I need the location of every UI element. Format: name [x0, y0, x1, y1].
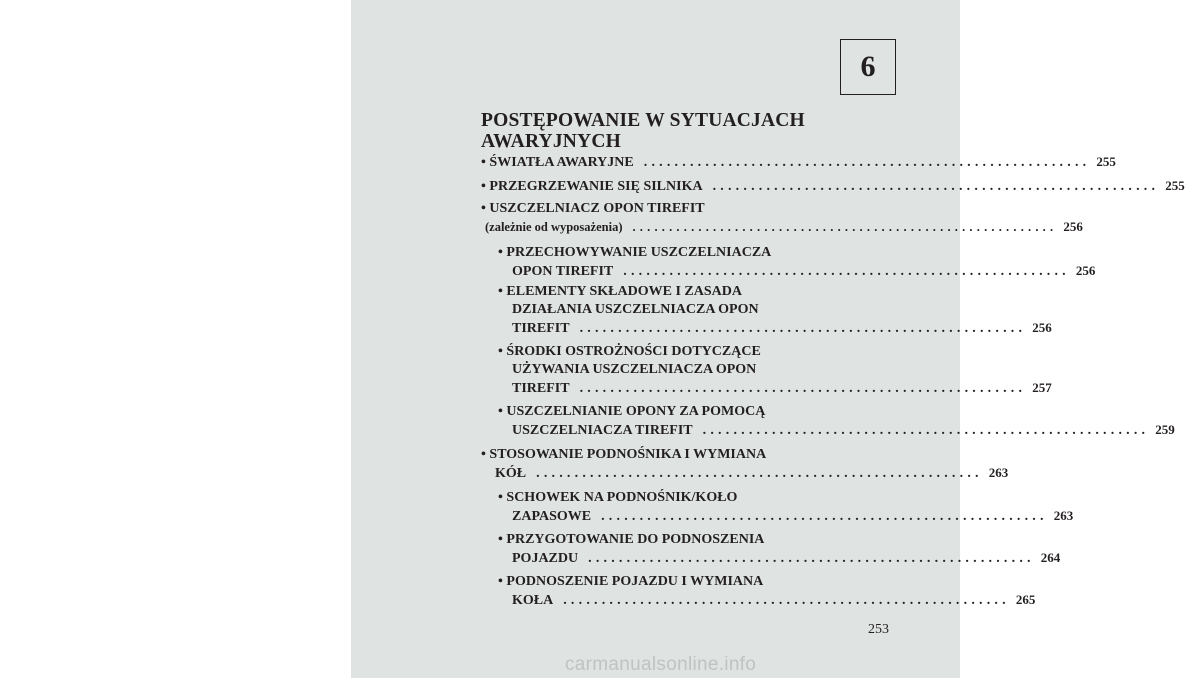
- toc-entry-text: USZCZELNIACZA TIREFIT: [512, 423, 693, 438]
- toc-page-number: 259: [1155, 422, 1175, 437]
- toc-entry-tirefit-precautions[interactable]: [498, 343, 1052, 398]
- toc-entry-text: • USZCZELNIANIE OPONY ZA POMOCĄ: [498, 404, 766, 419]
- toc-entry-line: [498, 591, 1036, 610]
- toc-entry-text: • PRZECHOWYWANIE USZCZELNIACZA: [498, 245, 772, 260]
- toc-entry-text: • ŚRODKI OSTROŻNOŚCI DOTYCZĄCE: [498, 344, 761, 359]
- toc-entry-text: DZIAŁANIA USZCZELNIACZA OPON: [512, 302, 759, 317]
- toc-entry-jacking-wheel-change[interactable]: [481, 446, 1009, 483]
- toc-entry-line: [481, 177, 1185, 196]
- chapter-number-box: [840, 39, 896, 95]
- toc-entry-line: [481, 464, 1009, 483]
- toc-entry-tirefit-sealant[interactable]: [481, 200, 1083, 236]
- toc-page-number: 257: [1032, 380, 1052, 395]
- toc-entry-text: • PODNOSZENIE POJAZDU I WYMIANA: [498, 574, 764, 589]
- toc-leader-dots: ..........................................................: [579, 321, 1027, 336]
- toc-page-number: 265: [1015, 592, 1036, 607]
- toc-leader-dots: ..........................................................: [712, 179, 1160, 194]
- toc-entry-tirefit-components[interactable]: [498, 283, 1052, 338]
- toc-entry-tirefit-storage[interactable]: [498, 244, 1096, 281]
- toc-leader-dots: ..........................................................: [536, 466, 983, 481]
- chapter-number: 6: [860, 50, 876, 83]
- toc-entry-text: • SCHOWEK NA PODNOŚNIK/KOŁO: [498, 490, 738, 505]
- toc-entry-text: KÓŁ: [495, 466, 527, 481]
- toc-page-number: 255: [1165, 178, 1185, 193]
- toc-entry-jack-storage[interactable]: [498, 489, 1074, 526]
- manual-page: [351, 0, 1185, 678]
- toc-entry-text: ZAPASOWE: [512, 509, 592, 524]
- toc-leader-dots: ..........................................................: [643, 155, 1091, 170]
- toc-entry-text: UŻYWANIA USZCZELNIACZA OPON: [512, 362, 757, 377]
- toc-entry-text: • PRZYGOTOWANIE DO PODNOSZENIA: [498, 532, 765, 547]
- toc-leader-dots: ..........................................................: [588, 551, 1035, 566]
- toc-entry-hazard-lights[interactable]: [481, 153, 1116, 172]
- toc-entry-line: [498, 319, 1052, 338]
- page-number: 253: [868, 622, 889, 637]
- toc-entry-line: [498, 549, 1061, 568]
- toc-page-number: 255: [1096, 154, 1116, 169]
- toc-page-number: 256: [1075, 263, 1096, 278]
- toc-entry-text: • USZCZELNIACZ OPON TIREFIT: [481, 201, 705, 216]
- toc-page-number: 256: [1032, 320, 1052, 335]
- toc-entry-text: KOŁA: [512, 593, 554, 608]
- toc-page-number: 264: [1040, 550, 1061, 565]
- chapter-title: [481, 110, 881, 152]
- toc-leader-dots: ..........................................................: [563, 593, 1010, 608]
- toc-entry-text: • ŚWIATŁA AWARYJNE: [481, 155, 634, 170]
- toc-entry-line: [481, 153, 1116, 172]
- toc-entry-line: [481, 218, 1083, 236]
- toc-page-number: 263: [988, 465, 1009, 480]
- toc-entry-text: • STOSOWANIE PODNOŚNIKA I WYMIANA: [481, 447, 767, 462]
- blank-left-margin: [0, 0, 351, 678]
- toc-entry-jacking-preparation[interactable]: [498, 531, 1061, 568]
- toc-entry-lifting-and-wheel-change[interactable]: [498, 573, 1036, 610]
- toc-entry-tire-sealing[interactable]: [498, 403, 1175, 440]
- toc-entry-text: TIREFIT: [512, 321, 570, 336]
- toc-entry-text: (zależnie od wyposażenia): [485, 220, 623, 234]
- toc-entry-line: [498, 421, 1175, 440]
- watermark: carmanualsonline.info: [565, 654, 757, 675]
- toc-leader-dots: ..........................................................: [702, 423, 1150, 438]
- toc-entry-text: TIREFIT: [512, 381, 570, 396]
- toc-leader-dots: ..........................................................: [632, 220, 1058, 234]
- toc-leader-dots: ..........................................................: [623, 264, 1070, 279]
- toc-leader-dots: ..........................................................: [579, 381, 1027, 396]
- toc-page-number: 263: [1053, 508, 1074, 523]
- toc-page-number: 256: [1063, 219, 1083, 234]
- toc-entry-text: OPON TIREFIT: [512, 264, 614, 279]
- toc-entry-text: • PRZEGRZEWANIE SIĘ SILNIKA: [481, 179, 703, 194]
- chapter-title-line-1: POSTĘPOWANIE W SYTUACJACH: [481, 110, 805, 131]
- toc-entry-line: [498, 262, 1096, 281]
- toc-entry-engine-overheating[interactable]: [481, 177, 1185, 196]
- toc-leader-dots: ..........................................................: [601, 509, 1048, 524]
- toc-entry-line: [498, 507, 1074, 526]
- toc-entry-line: [498, 379, 1052, 398]
- toc-entry-text: POJAZDU: [512, 551, 579, 566]
- chapter-title-line-2: AWARYJNYCH: [481, 131, 621, 152]
- toc-entry-text: • ELEMENTY SKŁADOWE I ZASADA: [498, 284, 742, 299]
